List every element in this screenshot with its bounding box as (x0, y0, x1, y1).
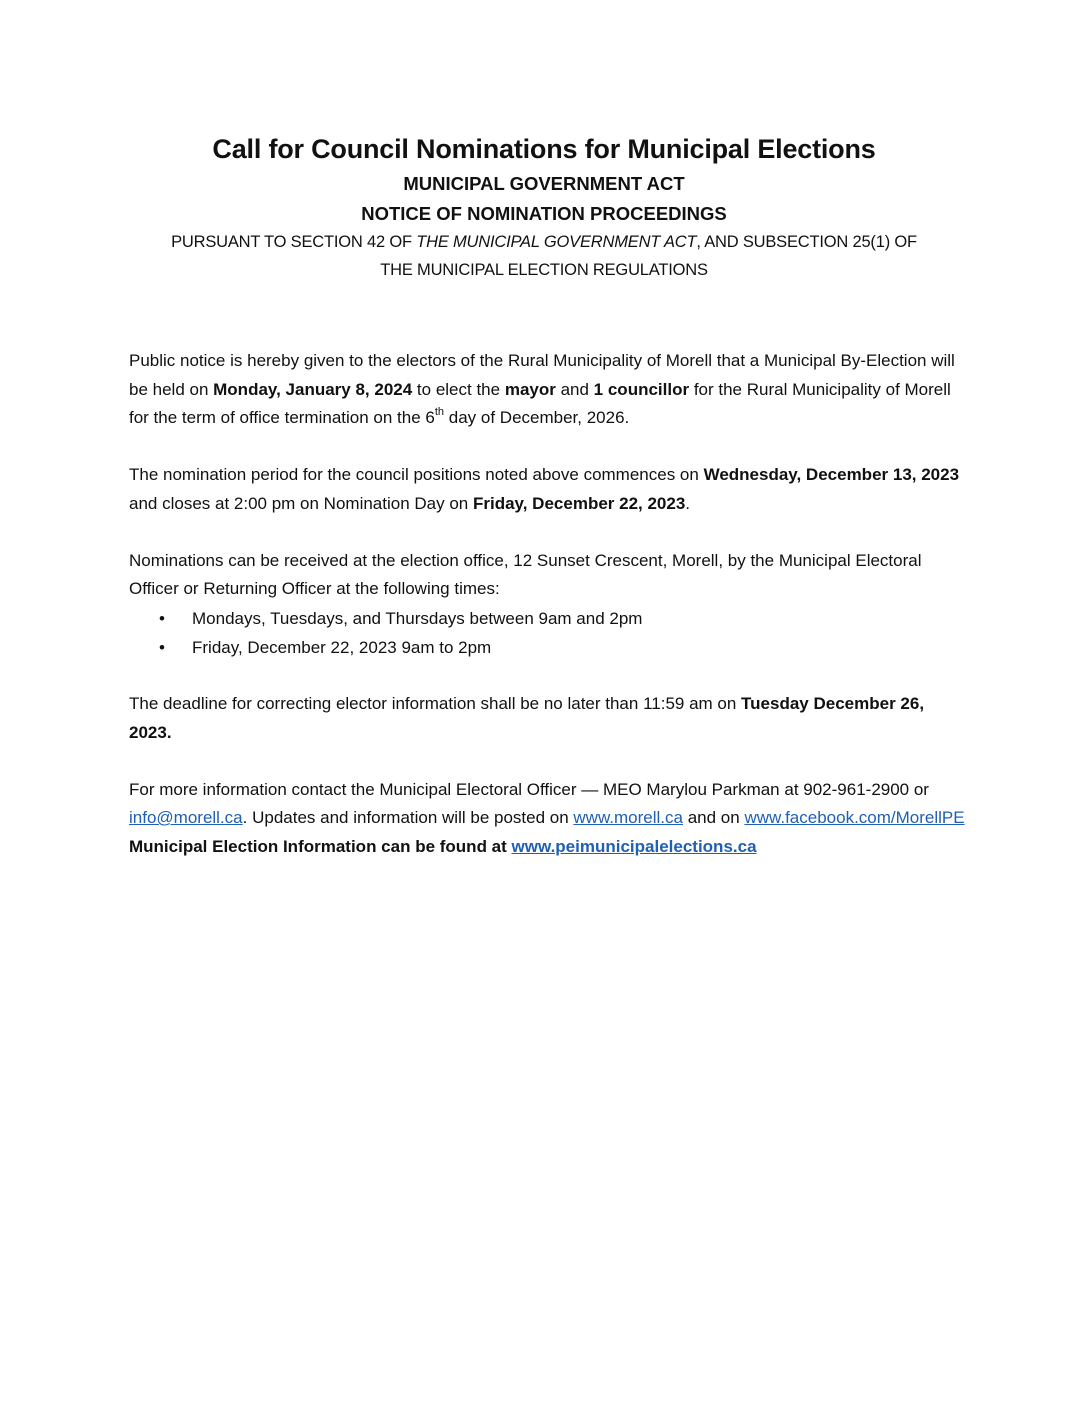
p4-text-1: The deadline for correcting elector information shall be no later than 11:59 am on (129, 694, 742, 713)
page-title: Call for Council Nominations for Municipal Elections (212, 134, 876, 164)
act-heading: MUNICIPAL GOVERNMENT ACT (403, 173, 685, 194)
contact-paragraph (129, 776, 965, 862)
notice-header (100, 132, 988, 284)
p1-text-2: to elect the (412, 379, 505, 399)
p1-text-3: and (555, 379, 594, 399)
p2-text-1: The nomination period for the council positions noted above commences on (129, 465, 704, 484)
email-link[interactable]: info@morell.ca (129, 808, 243, 827)
deadline-paragraph (129, 690, 965, 747)
elections-link[interactable] (512, 837, 757, 856)
pursuant-line-2: THE MUNICIPAL ELECTION REGULATIONS (380, 261, 708, 279)
p2-text-3: . (685, 493, 691, 513)
ordinal-suffix: th (434, 406, 445, 419)
public-notice-paragraph (129, 347, 965, 433)
pursuant-suffix: , AND SUBSECTION 25(1) OF (696, 233, 917, 251)
nomination-day-date: Friday, December 22, 2023 (472, 493, 686, 513)
notice-body (129, 347, 965, 861)
p1-text-1: Public notice is hereby given to the electors of the Rural Municipality of Morell that a Municipal By-Election will be held on (129, 351, 955, 399)
pursuant-prefix: PURSUANT TO SECTION 42 OF (171, 233, 417, 251)
deadline-date: Tuesday December 26, 2023. (129, 694, 925, 742)
p5-text-3: and on (683, 808, 745, 827)
p1-text-5: day of December, 2026. (444, 408, 630, 427)
website-link[interactable]: www.morell.ca (573, 808, 683, 827)
list-item: • Mondays, Tuesdays, and Thursdays between 9am and 2pm (129, 604, 965, 633)
p2-text-2: and closes at 2:00 pm on Nomination Day on (129, 493, 473, 513)
election-info-label: Municipal Election Information can be found at (129, 836, 512, 856)
pursuant-act: THE MUNICIPAL GOVERNMENT ACT (416, 233, 697, 251)
notice-heading: NOTICE OF NOMINATION PROCEEDINGS (361, 203, 727, 224)
p5-text-1: For more information contact the Municipal Electoral Officer — MEO Marylou Parkman at 902-961-2900 or (129, 779, 929, 799)
position-mayor: mayor (504, 379, 556, 399)
list-item: • Friday, December 22, 2023 9am to 2pm (129, 633, 965, 662)
nomination-start-date: Wednesday, December 13, 2023 (703, 465, 960, 484)
facebook-link[interactable]: www.facebook.com/MorellPE (744, 808, 965, 827)
elections-link-text: www.peimunicipalelections.ca (511, 836, 757, 856)
office-hours-list (129, 604, 965, 662)
p1-text-4: for the Rural Municipality of Morell for the term of office termination on the 6 (129, 379, 951, 427)
position-councillor: 1 councillor (593, 379, 690, 399)
election-date: Monday, January 8, 2024 (213, 379, 413, 399)
p5-text-2: . Updates and information will be posted on (242, 808, 574, 827)
nomination-office-paragraph: Nominations can be received at the election office, 12 Sunset Crescent, Morell, by the Municipal Electoral Officer or Returning Officer at the following times: (129, 550, 922, 598)
nomination-period-paragraph (129, 461, 965, 518)
pursuant-line (100, 228, 988, 256)
